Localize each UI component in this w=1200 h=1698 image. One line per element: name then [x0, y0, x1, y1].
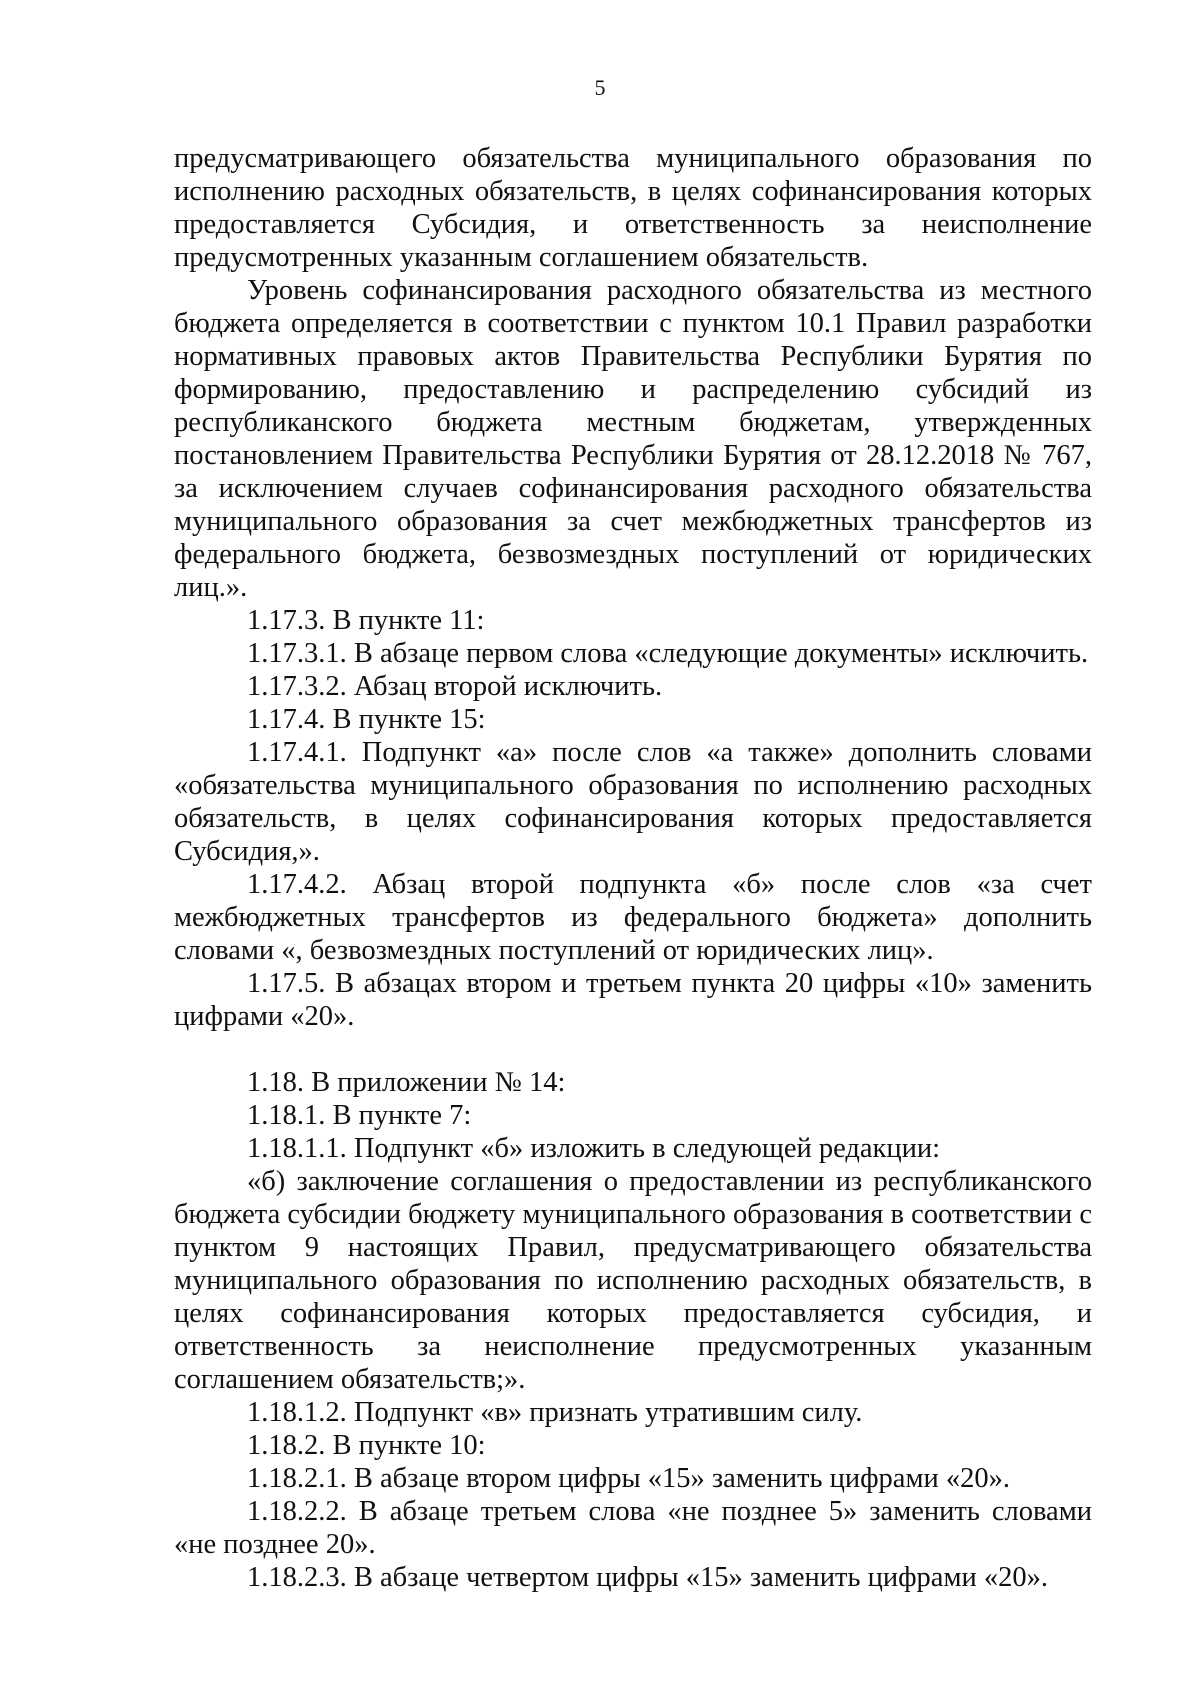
paragraph: 1.18.1. В пункте 7:	[247, 1100, 472, 1131]
paragraph: 1.17.4. В пункте 15:	[247, 704, 486, 735]
paragraph: 1.17.4.2. Абзац второй подпункта «б» после слов «за счет межбюджетных трансфертов из федерального бюджета» дополнить словами «, безвозмездных поступлений от юридических лиц».	[174, 869, 1092, 966]
paragraph: 1.18.1.2. Подпункт «в» признать утратившим силу.	[247, 1397, 863, 1428]
paragraph: 1.18.2.2. В абзаце третьем слова «не позднее 5» заменить словами «не позднее 20».	[174, 1496, 1092, 1560]
paragraph: Уровень софинансирования расходного обязательства из местного бюджета определяется в соответствии с пунктом 10.1 Правил разработки нормативных правовых актов Правительства Республики Бурятия по формированию, предоставлению и распределению субсидий из республиканского бюджета местным бюджетам, утвержденных постановлением Правительства Республики Бурятия от 28.12.2018 № 767, за исключением случаев софинансирования расходного обязательства муниципального образования за счет межбюджетных трансфертов из федерального бюджета, безвозмездных поступлений от юридических лиц.».	[174, 275, 1092, 603]
paragraph: предусматривающего обязательства муниципального образования по исполнению расходных обязательств, в целях софинансирования которых предоставляется Субсидия, и ответственность за неисполнение предусмотренных указанным соглашением обязательств.	[174, 143, 1092, 273]
paragraph: 1.18.2.3. В абзаце четвертом цифры «15» заменить цифрами «20».	[247, 1562, 1048, 1593]
paragraph: 1.18.1.1. Подпункт «б» изложить в следующей редакции:	[247, 1133, 941, 1164]
paragraph: 1.18.2.1. В абзаце втором цифры «15» заменить цифрами «20».	[247, 1463, 1010, 1494]
paragraph: 1.17.3.2. Абзац второй исключить.	[247, 671, 663, 702]
page-number: 5	[594, 75, 606, 100]
paragraph: 1.17.3. В пункте 11:	[247, 605, 485, 636]
document-body	[174, 142, 1092, 1594]
paragraph: 1.18. В приложении № 14:	[247, 1067, 566, 1098]
paragraph-gap	[174, 1033, 1092, 1066]
paragraph: 1.17.4.1. Подпункт «а» после слов «а также» дополнить словами «обязательства муниципального образования по исполнению расходных обязательств, в целях софинансирования которых предоставляется Субсидия,».	[174, 737, 1092, 867]
paragraph: 1.17.5. В абзацах втором и третьем пункта 20 цифры «10» заменить цифрами «20».	[174, 968, 1092, 1032]
paragraph: «б) заключение соглашения о предоставлении из республиканского бюджета субсидии бюджету муниципального образования в соответствии с пунктом 9 настоящих Правил, предусматривающего обязательства муниципального образования по исполнению расходных обязательств, в целях софинансирования которых предоставляется субсидия, и ответственность за неисполнение предусмотренных указанным соглашением обязательств;».	[174, 1166, 1092, 1395]
paragraph: 1.18.2. В пункте 10:	[247, 1430, 486, 1461]
paragraph: 1.17.3.1. В абзаце первом слова «следующие документы» исключить.	[247, 638, 1089, 669]
